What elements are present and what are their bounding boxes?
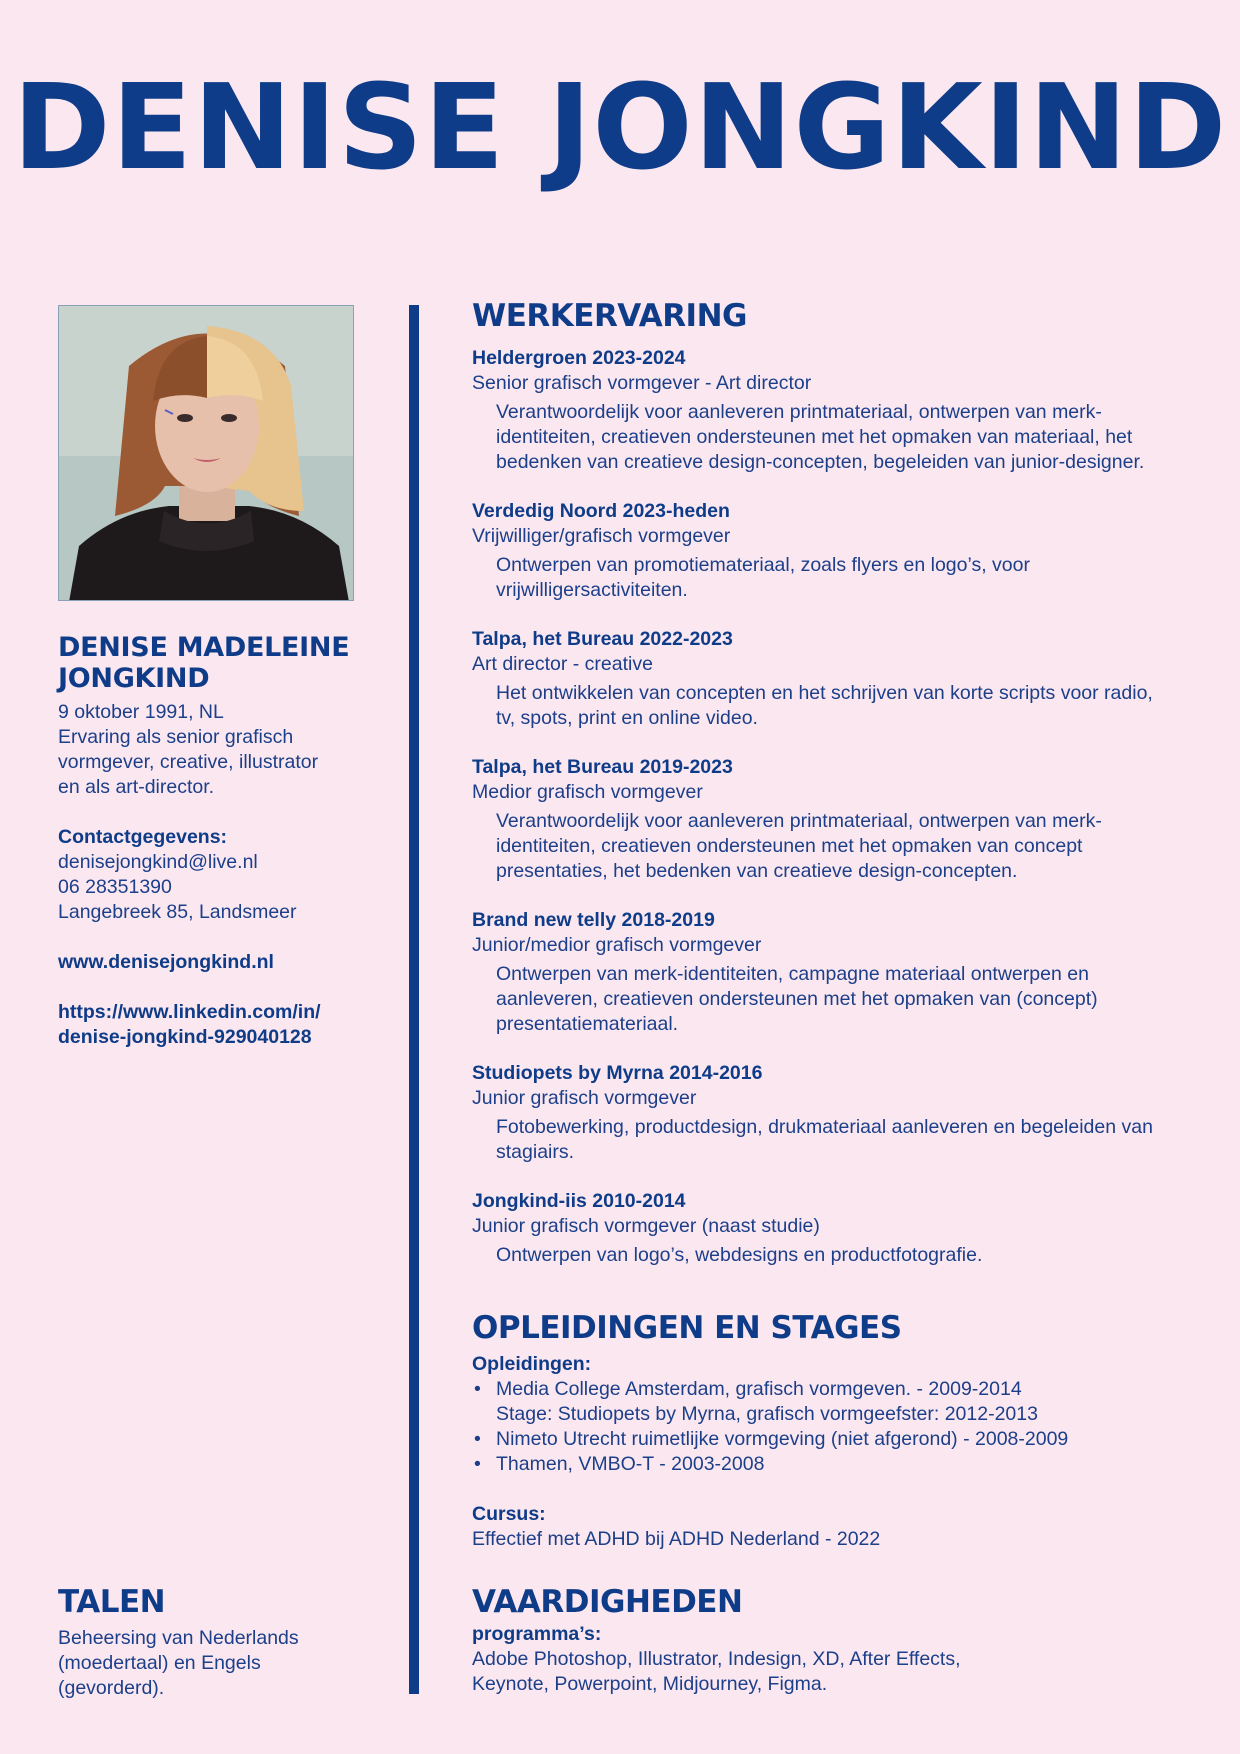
experience-section bbox=[472, 298, 1192, 1292]
education-title: OPLEIDINGEN EN STAGES bbox=[472, 1310, 902, 1346]
languages-line: (moedertaal) en Engels bbox=[58, 1652, 261, 1674]
job-description bbox=[496, 809, 1192, 884]
job-description-line: Ontwerpen van merk-identiteiten, campagne materiaal ontwerpen en bbox=[496, 963, 1089, 985]
job-description bbox=[496, 1243, 1192, 1268]
job-description-line: presentatiemateriaal. bbox=[496, 1013, 679, 1035]
page-title: DENISE JONGKIND bbox=[12, 58, 1228, 196]
job-description bbox=[496, 1115, 1192, 1165]
job-role: Junior grafisch vormgever bbox=[472, 1087, 697, 1109]
job-employer: Verdedig Noord 2023-heden bbox=[472, 500, 730, 522]
job-role: Art director - creative bbox=[472, 653, 653, 675]
list-item bbox=[472, 1427, 1192, 1452]
job-description-line: aanleveren, creatieven ondersteunen met het opmaken van (concept) bbox=[496, 988, 1098, 1010]
job-description-line: Fotobewerking, productdesign, drukmateriaal aanleveren en begeleiden van bbox=[496, 1116, 1153, 1138]
education-list bbox=[472, 1377, 1192, 1477]
job-entry bbox=[472, 908, 1192, 1037]
bullet-icon: • bbox=[474, 1453, 481, 1475]
course-item: Effectief met ADHD bij ADHD Nederland - 2022 bbox=[472, 1528, 881, 1550]
skills-title: VAARDIGHEDEN bbox=[472, 1584, 743, 1620]
job-employer: Studiopets by Myrna 2014-2016 bbox=[472, 1062, 763, 1084]
education-section bbox=[472, 1310, 1192, 1552]
job-description-line: Ontwerpen van promotiemateriaal, zoals flyers en logo’s, voor bbox=[496, 554, 1030, 576]
job-role: Junior/medior grafisch vormgever bbox=[472, 934, 762, 956]
job-employer: Heldergroen 2023-2024 bbox=[472, 347, 686, 369]
linkedin-link-cont[interactable]: denise-jongkind-929040128 bbox=[58, 1026, 312, 1048]
languages-line: (gevorderd). bbox=[58, 1677, 165, 1699]
skills-line: Adobe Photoshop, Illustrator, Indesign, XD, After Effects, bbox=[472, 1648, 961, 1670]
skills-section bbox=[472, 1584, 1192, 1697]
job-role: Medior grafisch vormgever bbox=[472, 781, 703, 803]
job-description-line: identiteiten, creatieven ondersteunen met het opmaken van concept bbox=[496, 835, 1083, 857]
job-entry bbox=[472, 755, 1192, 884]
list-item bbox=[472, 1377, 1192, 1427]
contact-label: Contactgegevens: bbox=[58, 826, 228, 848]
languages-line: Beheersing van Nederlands bbox=[58, 1627, 299, 1649]
summary-line: Ervaring als senior grafisch bbox=[58, 726, 294, 748]
job-description bbox=[496, 681, 1192, 731]
languages-section bbox=[58, 1584, 378, 1701]
job-description-line: Verantwoordelijk voor aanleveren printmateriaal, ontwerpen van merk- bbox=[496, 401, 1102, 423]
address: Langebreek 85, Landsmeer bbox=[58, 901, 297, 923]
job-entry bbox=[472, 1189, 1192, 1268]
job-description-line: Ontwerpen van logo’s, webdesigns en productfotografie. bbox=[496, 1244, 983, 1266]
job-description bbox=[496, 400, 1192, 475]
linkedin-link[interactable]: https://www.linkedin.com/in/ bbox=[58, 1001, 321, 1023]
profile-section bbox=[58, 632, 378, 1050]
course-label: Cursus: bbox=[472, 1503, 546, 1525]
job-employer: Jongkind-iis 2010-2014 bbox=[472, 1190, 686, 1212]
job-entry bbox=[472, 1061, 1192, 1165]
bullet-icon: • bbox=[474, 1428, 481, 1450]
job-entry bbox=[472, 346, 1192, 475]
education-item-sub: Stage: Studiopets by Myrna, grafisch vormgeefster: 2012-2013 bbox=[496, 1403, 1038, 1425]
job-description-line: presentaties, het bedenken van creatieve design-concepten. bbox=[496, 860, 1018, 882]
job-description-line: bedenken van creatieve design-concepten, begeleiden van junior-designer. bbox=[496, 451, 1145, 473]
job-employer: Talpa, het Bureau 2022-2023 bbox=[472, 628, 733, 650]
bullet-icon: • bbox=[474, 1378, 481, 1400]
job-employer: Talpa, het Bureau 2019-2023 bbox=[472, 756, 733, 778]
job-entry bbox=[472, 627, 1192, 731]
website-link[interactable]: www.denisejongkind.nl bbox=[58, 951, 274, 973]
education-item: Media College Amsterdam, grafisch vormgeven. - 2009-2014 bbox=[496, 1378, 1022, 1400]
summary-line: en als art-director. bbox=[58, 776, 215, 798]
column-divider bbox=[409, 305, 419, 1694]
summary-line: vormgever, creative, illustrator bbox=[58, 751, 319, 773]
job-role: Vrijwilliger/grafisch vormgever bbox=[472, 525, 731, 547]
job-description bbox=[496, 553, 1192, 603]
job-employer: Brand new telly 2018-2019 bbox=[472, 909, 715, 931]
full-name-line1: DENISE MADELEINE bbox=[58, 632, 350, 663]
job-description-line: Verantwoordelijk voor aanleveren printmateriaal, ontwerpen van merk- bbox=[496, 810, 1102, 832]
education-label: Opleidingen: bbox=[472, 1353, 592, 1375]
full-name-line2: JONGKIND bbox=[58, 663, 210, 694]
job-description-line: tv, spots, print en online video. bbox=[496, 707, 758, 729]
job-entry bbox=[472, 499, 1192, 603]
job-description-line: vrijwilligersactiviteiten. bbox=[496, 579, 688, 601]
skills-line: Keynote, Powerpoint, Midjourney, Figma. bbox=[472, 1673, 828, 1695]
profile-photo bbox=[58, 305, 354, 601]
job-role: Senior grafisch vormgever - Art director bbox=[472, 372, 812, 394]
job-description bbox=[496, 962, 1192, 1037]
job-description-line: stagiairs. bbox=[496, 1141, 575, 1163]
birth-info: 9 oktober 1991, NL bbox=[58, 701, 224, 723]
job-description-line: identiteiten, creatieven ondersteunen met het opmaken van materiaal, het bbox=[496, 426, 1133, 448]
experience-title: WERKERVARING bbox=[472, 298, 747, 334]
job-description-line: Het ontwikkelen van concepten en het schrijven van korte scripts voor radio, bbox=[496, 682, 1153, 704]
job-role: Junior grafisch vormgever (naast studie) bbox=[472, 1215, 820, 1237]
skills-label: programma’s: bbox=[472, 1623, 602, 1645]
phone[interactable]: 06 28351390 bbox=[58, 876, 172, 898]
email[interactable]: denisejongkind@live.nl bbox=[58, 851, 258, 873]
list-item bbox=[472, 1452, 1192, 1477]
languages-title: TALEN bbox=[58, 1584, 166, 1620]
education-item: Thamen, VMBO-T - 2003-2008 bbox=[496, 1453, 765, 1475]
education-item: Nimeto Utrecht ruimetlijke vormgeving (niet afgerond) - 2008-2009 bbox=[496, 1428, 1069, 1450]
